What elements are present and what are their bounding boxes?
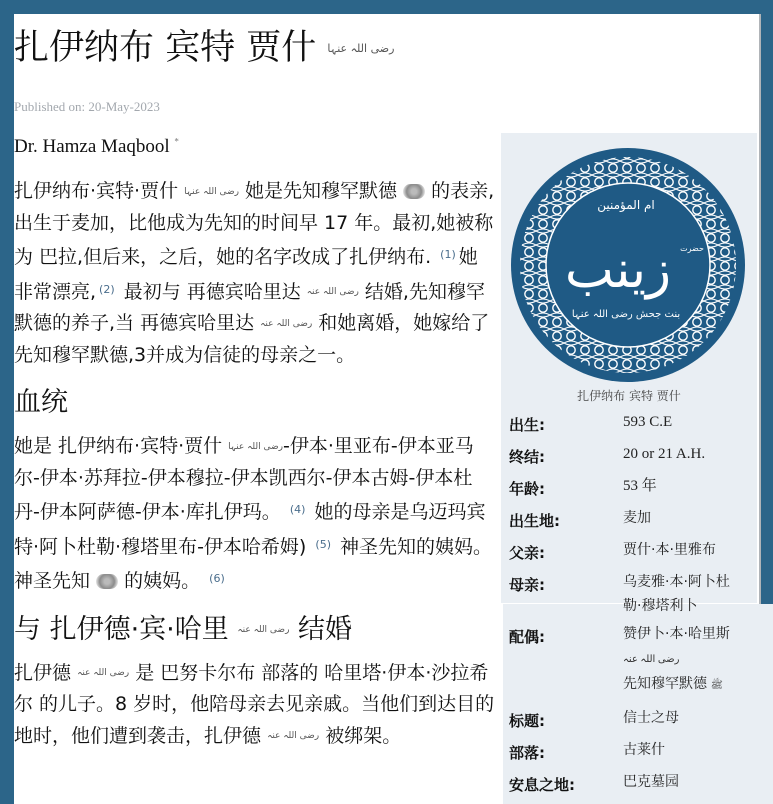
infobox-caption: 扎伊纳布 宾特 贾什 <box>577 389 681 403</box>
lineage-paragraph: 她是 扎伊纳布·宾特·贾什 رضی اللہ عنہا-伊本·里亚布-伊本亚马尔-伊本·苏拜拉-伊本穆拉-伊本凯西尔-伊本古姆-伊本杜丹-伊本阿萨德-伊本·库扎伊玛。 $^{(4)}$ 她的母亲是乌迈玛宾特·阿卜杜勒·穆塔里布-伊本哈希姆) $^{(5)}$ 神圣先知的姨妈。神圣先知 的姨妈。 $^{(6)}$ <box>14 435 493 592</box>
infobox-value-death: 20 or 21 A.H. <box>623 446 706 462</box>
infobox-label-title: 标题: <box>509 712 545 730</box>
infobox-label-mother: 母亲: <box>509 576 545 594</box>
infobox-label-tribe: 部落: <box>509 744 545 762</box>
infobox-value-mother: 乌麦雅·本·阿卜杜勒·穆塔利卜 <box>623 574 730 614</box>
infobox-value-father: 贾什·本·里雅布 <box>623 542 716 558</box>
svg-text:زينب: زينب <box>564 240 672 300</box>
infobox-value-birthplace: 麦加 <box>623 510 651 526</box>
svg-text:حضرت: حضرت <box>680 244 704 253</box>
salawat-icon: ﷺ <box>710 680 723 691</box>
svg-text:ام المؤمنین: ام المؤمنین <box>597 198 655 212</box>
infobox-label-birthplace: 出生地: <box>509 512 560 530</box>
article-body <box>14 176 496 762</box>
honorific-icon: رضی اللہ عنہ <box>77 668 130 678</box>
intro-paragraph: 扎伊纳布·宾特·贾什 رضی اللہ عنہا 她是先知穆罕默德 的表亲,出生于麦加，比他成为先知的时间早 17 年。最初,她被称为 巴拉,但后来，之后，她的名字改成了扎伊纳布. $^{(1)}$ 她非常漂亮, $^{(2)}$ 最初与 再德宾哈里达 رضی اللہ عنہ 结婚,先知穆罕默德的养子,当 再德宾哈里达 رضی اللہ عنہ 和她离婚，她嫁给了先知穆罕默德,3并成为信徒的母亲之一。 <box>14 180 495 366</box>
footnote-2-link[interactable]: (2) <box>99 282 115 296</box>
section-heading-lineage: 血统 <box>14 387 68 418</box>
infobox-value-tribe: 古莱什 <box>623 742 665 758</box>
infobox-label-father: 父亲: <box>509 544 545 562</box>
infobox-value-birth: 593 C.E <box>623 414 673 430</box>
infobox-label-spouse: 配偶: <box>509 628 545 646</box>
salawat-icon <box>403 184 425 199</box>
infobox-value-spouse: 赞伊卜·本·哈里斯 رضی اللہ عنہ 先知穆罕默德 ﷺ <box>623 626 730 692</box>
salawat-icon <box>96 574 118 589</box>
published-date: Published on: 20-May-2023 <box>14 99 160 114</box>
marriage-paragraph: 扎伊德 رضی اللہ عنہ 是 巴努卡尔布 部落的 哈里塔·伊本·沙拉希尔 的儿子。8 岁时，他陪母亲去见亲戚。当他们到达目的地时，他们遭到袭击，扎伊德 رضی اللہ عنہ 被绑架。 <box>14 661 495 747</box>
infobox-label-death: 终结: <box>509 448 545 466</box>
author-link[interactable]: Dr. Hamza Maqbool <box>14 136 170 157</box>
calligraphy-emblem-image <box>508 147 748 383</box>
author-footnote-mark[interactable]: * <box>174 136 179 147</box>
infobox-label-birth: 出生: <box>509 416 545 434</box>
honorific-icon: رضی اللہ عنہا <box>327 42 395 55</box>
page-title <box>14 24 394 72</box>
svg-text:بنت جحش رضی اللہ عنہا: بنت جحش رضی اللہ عنہا <box>571 309 681 320</box>
author-byline <box>14 136 179 158</box>
infobox-value-resting-place: 巴克墓园 <box>623 774 679 790</box>
section-heading-marriage: 与 扎伊德·宾·哈里 رضی اللہ عنہ 结婚 <box>14 613 353 645</box>
honorific-icon: رضی اللہ عنہ <box>237 625 290 635</box>
footnote-1-link[interactable]: (1) <box>440 248 456 261</box>
footnote-5-link[interactable]: (5) <box>315 537 331 551</box>
honorific-icon: رضی اللہ عنہ <box>306 287 359 297</box>
infobox-label-resting-place: 安息之地: <box>509 776 575 794</box>
infobox-value-title: 信士之母 <box>623 710 679 726</box>
infobox-label-age: 年龄: <box>509 480 545 498</box>
honorific-icon: رضی اللہ عنہا <box>228 441 283 452</box>
honorific-icon: رضی اللہ عنہ <box>260 318 313 329</box>
infobox-value-age: 53 年 <box>623 478 657 494</box>
honorific-icon: رضی اللہ عنہا <box>184 186 239 197</box>
honorific-icon: رضی اللہ عنہ <box>267 731 320 741</box>
footnote-4-link[interactable]: (4) <box>289 503 306 516</box>
footnote-6-link[interactable]: (6) <box>209 572 225 585</box>
page-title-text: 扎伊纳布 宾特 贾什 <box>14 28 317 68</box>
